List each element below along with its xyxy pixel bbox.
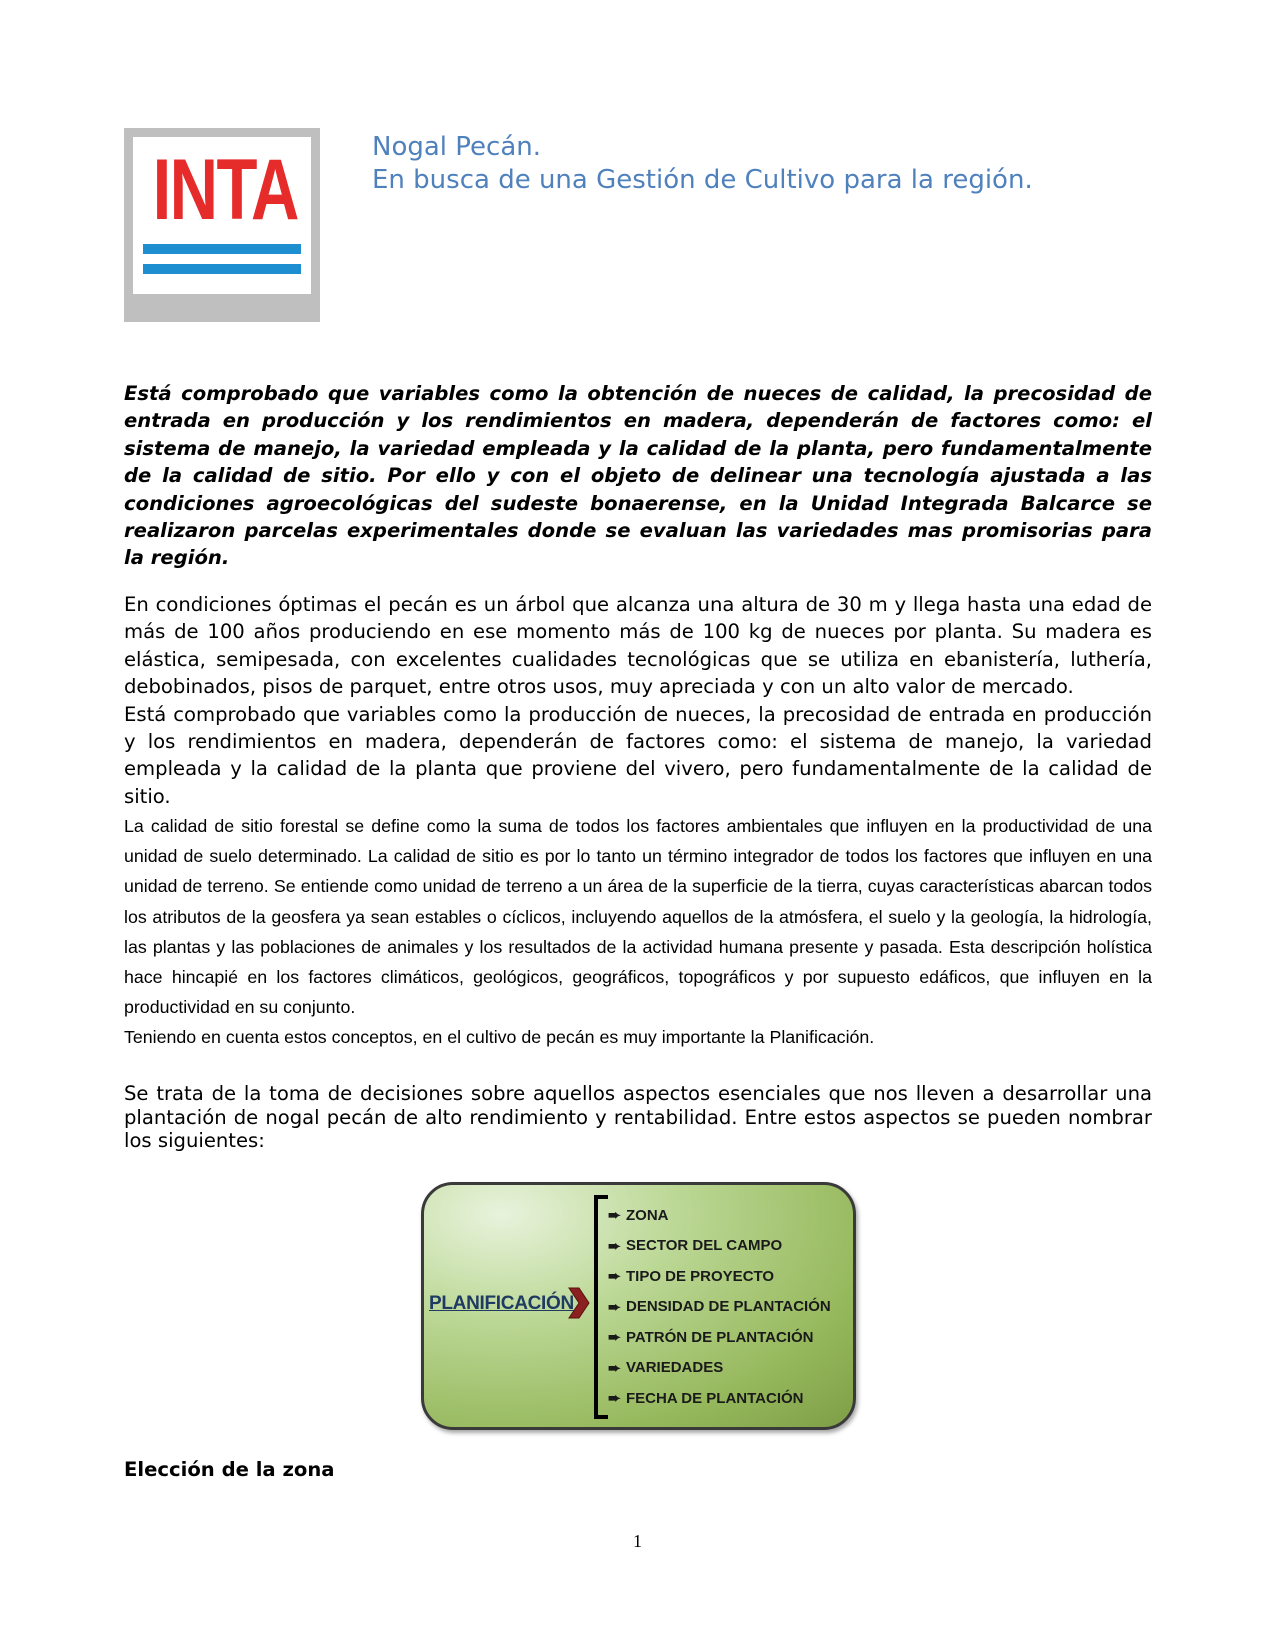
- arrow-icon: ➨: [608, 1207, 621, 1225]
- arrow-icon: ➨: [608, 1329, 621, 1347]
- intro-paragraph: Está comprobado que variables como la obtención de nueces de calidad, la precosidad de entrada en producción y los rendimientos en madera, dependerán de factores como: el sistema de manejo, la variedad empleada y la calidad de la planta, pero fundamentalmente de la calidad de sitio. Por ello y con el objeto de delinear una tecnología ajustada a las condiciones agroecológicas del sudeste bonaerense, en la Unidad Integrada Balcarce se realizaron parcelas experimentales donde se evaluan las variedades mas promisorias para la región.: [124, 382, 1152, 570]
- list-item: [608, 1383, 831, 1414]
- paragraph-site-quality: La calidad de sitio forestal se define como la suma de todos los factores ambientales que influyen en la productividad de una unidad de suelo determinado. La calidad de sitio es por lo tanto un término integrador de todos los factores que influyen en una unidad de terreno. Se entiende como unidad de terreno a un área de la superficie de la tierra, cuyas características abarcan todos los atributos de la geosfera ya sean estables o cíclicos, incluyendo aquellos de la atmósfera, el suelo y la geología, la hidrología, las plantas y las poblaciones de animales y los resultados de la actividad humana presente y pasada. Esta descripción holística hace hincapié en los factores climáticos, geológicos, geográficos, topográficos y por supuesto edáficos, que influyen en la productividad en su conjunto.: [124, 816, 1152, 1018]
- list-item-label: TIPO DE PROYECTO: [626, 1267, 775, 1285]
- logo-stripe-top: [143, 244, 301, 254]
- arrow-icon: ➨: [608, 1268, 621, 1286]
- list-item: [608, 1322, 831, 1353]
- list-item-label: DENSIDAD DE PLANTACIÓN: [626, 1298, 831, 1316]
- list-item: [608, 1231, 831, 1262]
- list-item-label: SECTOR DEL CAMPO: [626, 1237, 783, 1255]
- arrow-icon: ➨: [608, 1298, 621, 1316]
- list-item: [608, 1261, 831, 1292]
- document-title: [372, 131, 1172, 197]
- bracket: [594, 1195, 608, 1419]
- title-line-2: En busca de una Gestión de Cultivo para la región.: [372, 165, 1033, 195]
- inta-logo-panel: [133, 137, 311, 294]
- chevron-right-icon: [567, 1286, 591, 1320]
- planning-diagram: [421, 1182, 856, 1430]
- list-item: [608, 1200, 831, 1231]
- list-item: [608, 1292, 831, 1323]
- list-item-label: ZONA: [626, 1206, 669, 1224]
- arrow-icon: ➨: [608, 1237, 621, 1255]
- paragraph-pecan-tree: En condiciones óptimas el pecán es un árbol que alcanza una altura de 30 m y llega hasta una edad de más de 100 años produciendo en ese momento más de 100 kg de nueces por planta. Su madera es elástica, semipesada, con excelentes cualidades tecnológicas que se utiliza en ebanistería, luthería, debobinados, pisos de parquet, entre otros usos, muy apreciada y con un alto valor de mercado.: [124, 593, 1152, 699]
- page-number: 1: [633, 1531, 642, 1551]
- section-heading: Elección de la zona: [124, 1458, 335, 1481]
- paragraph-decisions: Se trata de la toma de decisiones sobre aquellos aspectos esenciales que nos lleven a desarrollar una plantación de nogal pecán de alto rendimiento y rentabilidad. Entre estos aspectos se pueden nombrar los siguientes:: [124, 1082, 1152, 1152]
- planning-label: PLANIFICACIÓN: [429, 1293, 574, 1314]
- inta-logo-text: INTA: [152, 142, 298, 238]
- arrow-icon: ➨: [608, 1359, 621, 1377]
- planning-list: [608, 1200, 831, 1414]
- body-section-2: [124, 811, 1152, 1053]
- logo-stripe-bottom: [143, 264, 301, 274]
- title-line-1: Nogal Pecán.: [372, 132, 541, 162]
- list-item-label: VARIEDADES: [626, 1359, 724, 1377]
- paragraph-planning: Teniendo en cuenta estos conceptos, en el cultivo de pecán es muy importante la Planificación.: [124, 1027, 875, 1048]
- list-item-label: FECHA DE PLANTACIÓN: [626, 1389, 804, 1407]
- arrow-icon: ➨: [608, 1390, 621, 1408]
- list-item-label: PATRÓN DE PLANTACIÓN: [626, 1328, 814, 1346]
- body-section-1: [124, 591, 1152, 810]
- paragraph-variables: Está comprobado que variables como la producción de nueces, la precosidad de entrada en producción y los rendimientos en madera, dependerán de factores como: el sistema de manejo, la variedad empleada y la calidad de la planta que proviene del vivero, pero fundamentalmente de la calidad de sitio.: [124, 702, 1152, 808]
- inta-logo: [124, 128, 320, 322]
- list-item: [608, 1353, 831, 1384]
